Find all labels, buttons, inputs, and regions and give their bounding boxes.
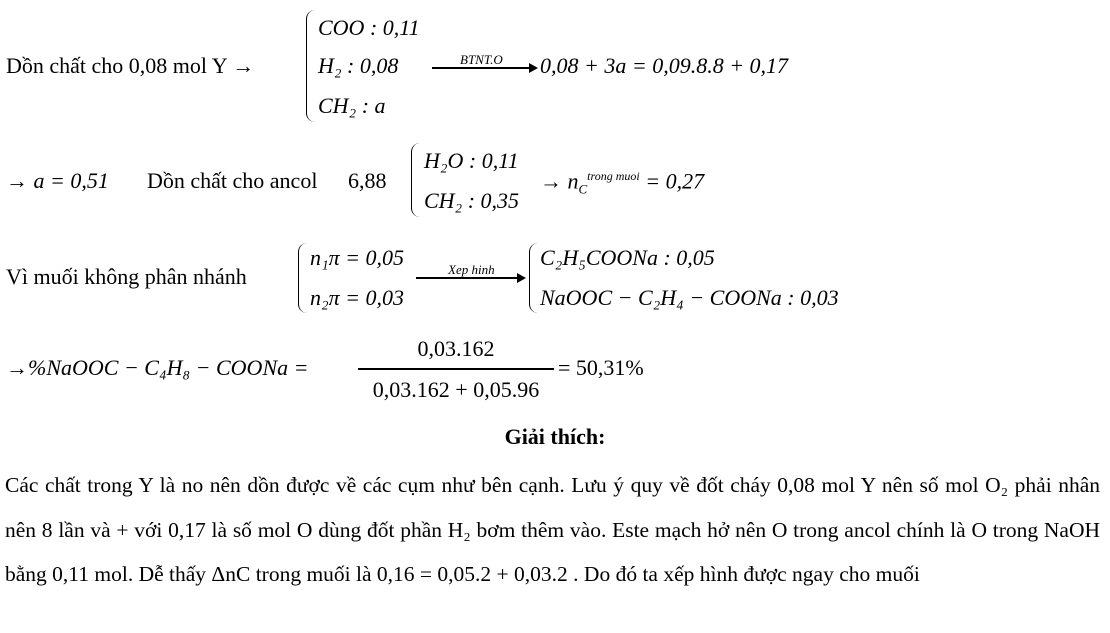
brace [529,243,538,313]
arrow-label: BTNT.O [460,52,503,67]
result-prefix: → n [540,168,579,194]
line2-result [540,170,704,195]
brace [298,243,307,313]
result-sub: C [578,181,588,197]
system-item: CH₂ : a [318,93,386,118]
result-sup: trong muoi [587,169,640,183]
explanation-title: Giải thích: [504,424,606,449]
line3-prefix: Vì muối không phân nhánh [6,264,247,289]
brace [411,143,420,217]
system-item: n₂π = 0,03 [310,285,405,310]
brace [306,10,315,122]
explanation-paragraph: Các chất trong Y là no nên dồn được về các cụm như bên cạnh. Lưu ý quy về đốt cháy 0,08 mol Y nên số mol O₂ phải nhân nên 8 lần và + với 0,17 là số mol O dùng đốt phần H₂ bơm thêm vào. Este mạch hở nên O trong ancol chính là O trong NaOH bằng 0,11 mol. Dễ thấy ΔnC trong muối là 0,16 = 0,05.2 + 0,03.2 . Do đó ta xếp hình được ngay cho muối [5,473,1100,586]
line4-result: = 50,31% [558,355,644,380]
system-item: H₂O : 0,11 [424,148,519,173]
line2-text: Dồn chất cho ancol [147,168,318,193]
system-item: COO : 0,11 [318,15,420,40]
line1-prefix: Dồn chất cho 0,08 mol Y → [6,53,255,78]
result-value: = 0,27 [645,168,705,194]
system-item: H₂ : 0,08 [318,53,399,78]
line2-prefix: → a = 0,51 [6,168,109,193]
system-item: NaOOC − C₂H₄ − COONa : 0,03 [540,285,839,310]
system-item: CH₂ : 0,35 [424,188,520,213]
system-item: C₂H₅COONa : 0,05 [540,245,715,270]
numerator: 0,03.162 [417,336,495,361]
line1-result: 0,08 + 3a = 0,09.8.8 + 0,17 [540,53,789,78]
arrow-label: Xep hinh [448,262,495,277]
line4-lhs: →%NaOOC − C₄H₈ − COONa = [6,355,309,380]
fraction [358,336,554,403]
fraction-bar [358,368,554,370]
alcohol-mass: 6,88 [348,168,387,193]
arrow-icon [416,277,524,279]
arrow-icon [432,67,536,69]
system-item: n₁π = 0,05 [310,245,405,270]
denominator: 0,03.162 + 0,05.96 [372,376,540,402]
